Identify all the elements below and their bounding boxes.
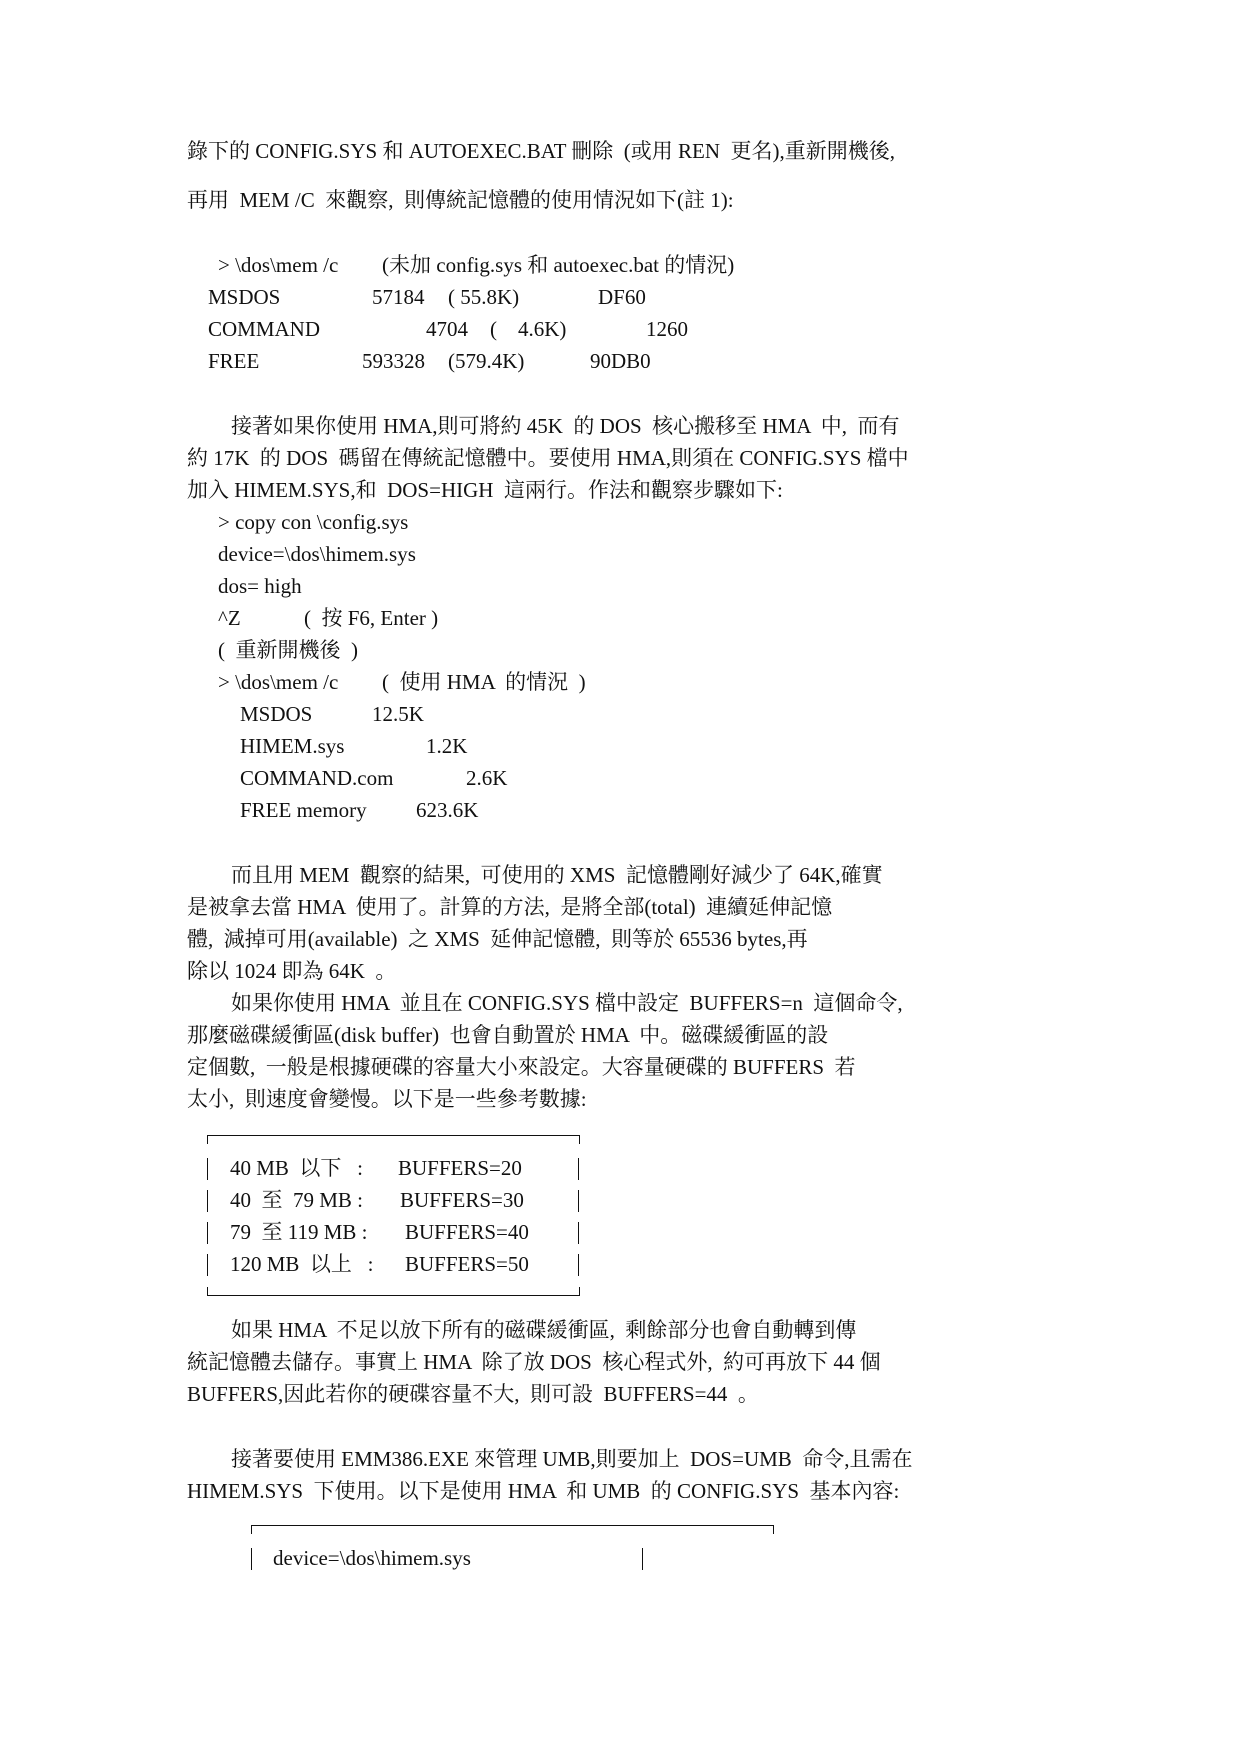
paragraph-line: 接著要使用 EMM386.EXE 來管理 UMB,則要加上 DOS=UMB 命令,且需在 (231, 1447, 913, 1471)
table-cell-value: BUFFERS=40 (405, 1220, 529, 1244)
mem-row-name: COMMAND (208, 317, 321, 341)
paragraph-line: 錄下的 CONFIG.SYS 和 AUTOEXEC.BAT 刪除 (或用 REN 更名),重新開機後, (187, 139, 896, 163)
mem-command-note: (未加 config.sys 和 autoexec.bat 的情況) (382, 253, 735, 277)
mem-row-name: COMMAND.com (240, 766, 394, 790)
code-line: ^Z (218, 606, 241, 630)
mem-row-kb: (579.4K) (448, 349, 525, 373)
code-note: ( 重新開機後 ) (218, 638, 358, 662)
paragraph-line: 再用 MEM /C 來觀察, 則傳統記憶體的使用情況如下(註 1): (187, 188, 734, 212)
config-box-border-top (251, 1525, 774, 1526)
paragraph-line: 體, 減掉可用(available) 之 XMS 延伸記憶體, 則等於 65536 bytes,再 (187, 927, 808, 951)
table-cell-range: 120 MB 以上 : (230, 1252, 374, 1276)
config-box-border-left (251, 1548, 252, 1570)
mem-row-name: FREE memory (240, 798, 367, 822)
paragraph-line: BUFFERS,因此若你的硬碟容量不大, 則可設 BUFFERS=44 。 (187, 1382, 759, 1406)
mem-command-note: ( 使用 HMA 的情況 ) (382, 670, 586, 694)
mem-row-addr: 90DB0 (590, 349, 651, 373)
paragraph-line: 接著如果你使用 HMA,則可將約 45K 的 DOS 核心搬移至 HMA 中, 而有 (231, 414, 900, 438)
table-cell-value: BUFFERS=20 (398, 1156, 522, 1180)
paragraph-line: 統記憶體去儲存。事實上 HMA 除了放 DOS 核心程式外, 約可再放下 44 個 (187, 1350, 881, 1374)
table-border-top (207, 1135, 580, 1136)
table-cell-range: 40 MB 以下 : (230, 1156, 364, 1180)
paragraph-line: HIMEM.SYS 下使用。以下是使用 HMA 和 UMB 的 CONFIG.SYS 基本內容: (187, 1479, 900, 1503)
mem-row-name: FREE (208, 349, 260, 373)
paragraph-line: 約 17K 的 DOS 碼留在傳統記憶體中。要使用 HMA,則須在 CONFIG.SYS 檔中 (187, 446, 909, 470)
mem-row-size: 2.6K (466, 766, 508, 790)
mem-row-name: HIMEM.sys (240, 734, 345, 758)
table-border-right (578, 1254, 579, 1276)
paragraph-line: 是被拿去當 HMA 使用了。計算的方法, 是將全部(total) 連續延伸記憶 (187, 895, 833, 919)
mem-row-addr: DF60 (598, 285, 646, 309)
mem-row-name: MSDOS (208, 285, 281, 309)
table-cell-value: BUFFERS=30 (400, 1188, 524, 1212)
mem-command: > \dos\mem /c (218, 253, 339, 277)
table-border-right (578, 1158, 579, 1180)
paragraph-line: 而且用 MEM 觀察的結果, 可使用的 XMS 記憶體剛好減少了 64K,確實 (231, 863, 883, 887)
code-line: dos= high (218, 574, 302, 598)
code-note: ( 按 F6, Enter ) (304, 606, 439, 630)
paragraph-line: 除以 1024 即為 64K 。 (187, 959, 397, 983)
mem-row-size: 623.6K (416, 798, 479, 822)
table-border-left (207, 1222, 208, 1244)
table-border-bottom (207, 1295, 580, 1296)
table-border-right (578, 1222, 579, 1244)
paragraph-line: 如果 HMA 不足以放下所有的磁碟緩衝區, 剩餘部分也會自動轉到傳 (231, 1318, 857, 1342)
mem-row-addr: 1260 (646, 317, 688, 341)
paragraph-line: 太小, 則速度會變慢。以下是一些參考數據: (187, 1087, 587, 1111)
table-border-left (207, 1254, 208, 1276)
config-line: device=\dos\himem.sys (273, 1546, 471, 1570)
table-border-right (578, 1190, 579, 1212)
table-border-left (207, 1190, 208, 1212)
table-border-left (207, 1158, 208, 1180)
paragraph-line: 如果你使用 HMA 並且在 CONFIG.SYS 檔中設定 BUFFERS=n 這個命令, (231, 991, 903, 1015)
mem-row-size: 12.5K (372, 702, 424, 726)
mem-row-bytes: 57184 (372, 285, 425, 309)
code-line: device=\dos\himem.sys (218, 542, 416, 566)
mem-row-bytes: 4704 (426, 317, 468, 341)
mem-row-size: 1.2K (426, 734, 468, 758)
paragraph-line: 加入 HIMEM.SYS,和 DOS=HIGH 這兩行。作法和觀察步驟如下: (187, 478, 783, 502)
mem-row-name: MSDOS (240, 702, 313, 726)
code-line: > copy con \config.sys (218, 510, 409, 534)
table-cell-range: 79 至 119 MB : (230, 1220, 368, 1244)
mem-row-bytes: 593328 (362, 349, 425, 373)
table-cell-range: 40 至 79 MB : (230, 1188, 364, 1212)
config-box-border-right (642, 1548, 643, 1570)
table-cell-value: BUFFERS=50 (405, 1252, 529, 1276)
paragraph-line: 那麼磁碟緩衝區(disk buffer) 也會自動置於 HMA 中。磁碟緩衝區的設 (187, 1023, 829, 1047)
paragraph-line: 定個數, 一般是根據硬碟的容量大小來設定。大容量硬碟的 BUFFERS 若 (187, 1055, 856, 1079)
mem-row-kb: ( 4.6K) (490, 317, 567, 341)
mem-command: > \dos\mem /c (218, 670, 339, 694)
mem-row-kb: ( 55.8K) (448, 285, 520, 309)
